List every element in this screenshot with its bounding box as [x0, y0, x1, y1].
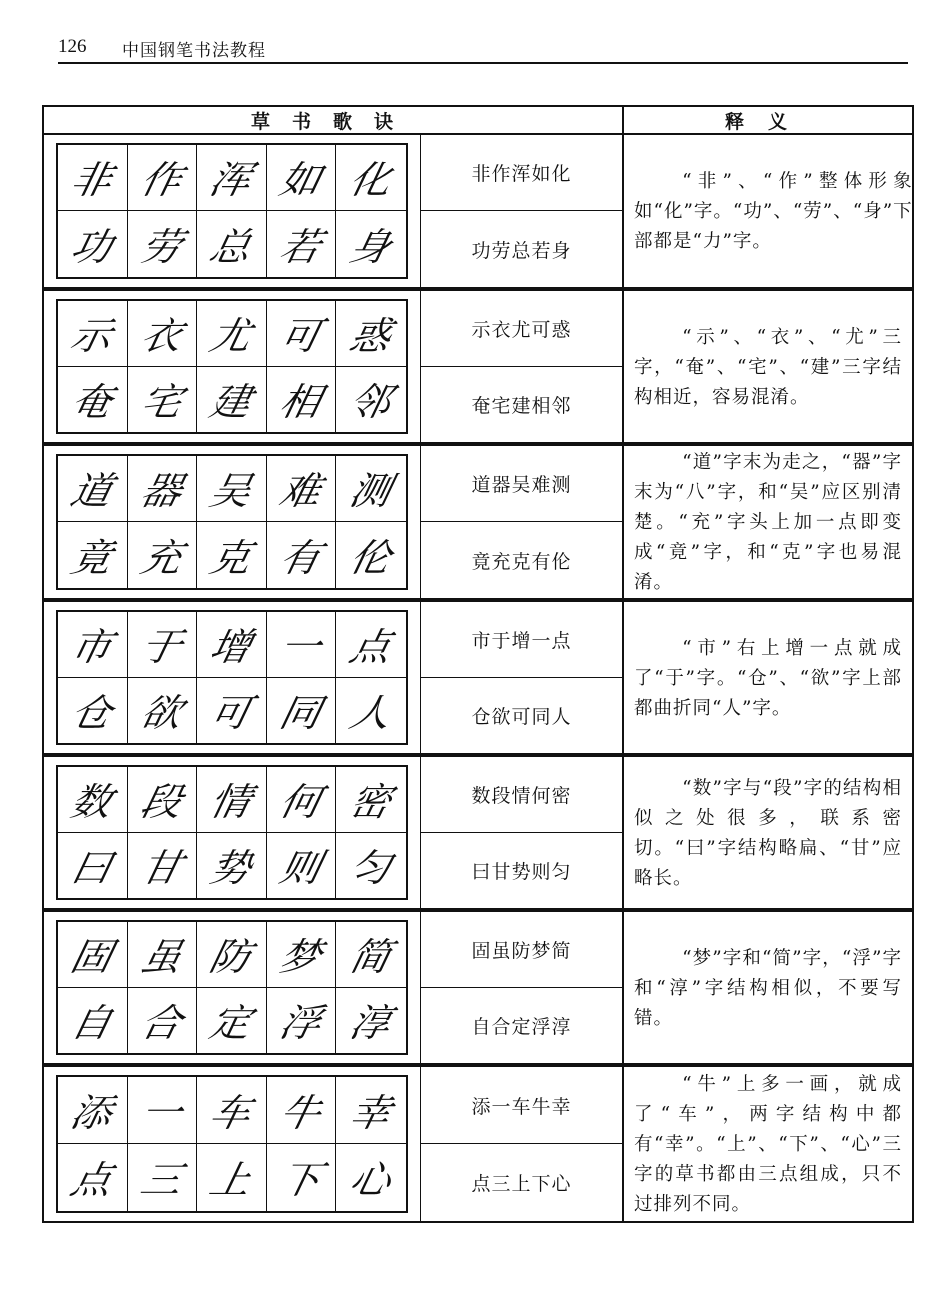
calligraphy-glyph: [197, 145, 267, 211]
calligraphy-glyph: [267, 833, 337, 899]
calligraphy-glyph: [197, 833, 267, 899]
verse-section: [42, 600, 624, 755]
verse-section: [42, 133, 624, 289]
verse-line-1: 数段情何密: [420, 757, 622, 833]
calligraphy-glyph: [267, 988, 337, 1054]
calligraphy-glyph: [197, 456, 267, 522]
calligraphy-glyph: [336, 767, 406, 833]
calligraphy-glyph: [58, 456, 128, 522]
glyph-char: 三: [136, 1158, 186, 1203]
calligraphy-glyph: [336, 145, 406, 211]
glyph-char: 宅: [136, 380, 186, 425]
verse-line-2: 曰甘势则匀: [420, 833, 622, 909]
glyph-char: 尤: [206, 314, 256, 359]
glyph-char: 曰: [66, 846, 117, 891]
calligraphy-glyph: [128, 678, 198, 744]
calligraphy-glyph: [336, 833, 406, 899]
verse-line-1: 非作浑如化: [420, 135, 622, 211]
glyph-char: 惑: [345, 314, 396, 359]
calligraphy-glyph: [128, 922, 198, 988]
calligraphy-glyph: [128, 211, 198, 277]
verse-line-1: 道器吴难测: [420, 446, 622, 522]
calligraphy-glyph: [267, 522, 337, 588]
glyph-char: 添: [66, 1091, 117, 1136]
glyph-char: 虽: [136, 935, 186, 980]
calligraphy-glyph: [197, 678, 267, 744]
glyph-char: 甘: [136, 846, 186, 891]
verse-section: [42, 444, 624, 600]
verse-line-2: 奄宅建相邻: [420, 367, 622, 443]
glyph-char: 可: [206, 691, 256, 736]
glyph-char: 浮: [275, 1001, 326, 1046]
verse-line-2: 竟充克有伦: [420, 522, 622, 598]
calligraphy-glyph: [197, 301, 267, 367]
calligraphy-glyph: [267, 678, 337, 744]
calligraphy-glyph: [267, 612, 337, 678]
calligraphy-glyph: [336, 522, 406, 588]
glyph-char: 人: [345, 691, 396, 736]
glyph-char: 势: [206, 846, 256, 891]
calligraphy-glyph: [267, 367, 337, 433]
calligraphy-glyph: [267, 1144, 337, 1211]
glyph-char: 浑: [206, 158, 256, 203]
glyph-char: 测: [345, 469, 396, 514]
calligraphy-glyph: [197, 1077, 267, 1144]
explanation-text: “牛”上多一画，就成了“车”，两字结构中都有“幸”。“上”、“下”、“心”三字的草书都由三点组成，只不过排列不同。: [634, 1074, 902, 1215]
calligraphy-glyph: [197, 1144, 267, 1211]
glyph-char: 段: [136, 780, 186, 825]
calligraphy-glyph: [267, 145, 337, 211]
glyph-char: 如: [275, 158, 326, 203]
glyph-char: 同: [275, 691, 326, 736]
calligraphy-glyph: [267, 922, 337, 988]
calligraphy-glyph: [267, 301, 337, 367]
glyph-char: 相: [275, 380, 326, 425]
glyph-char: 邻: [345, 380, 396, 425]
calligraphy-grid: [56, 765, 408, 900]
calligraphy-glyph: [58, 988, 128, 1054]
glyph-char: 匀: [345, 846, 396, 891]
calligraphy-glyph: [58, 367, 128, 433]
glyph-char: 定: [206, 1001, 256, 1046]
glyph-char: 奄: [66, 380, 117, 425]
glyph-char: 增: [206, 625, 256, 670]
calligraphy-glyph: [58, 678, 128, 744]
glyph-char: 则: [275, 846, 326, 891]
calligraphy-glyph: [267, 767, 337, 833]
verse-line-1: 固虽防梦简: [420, 912, 622, 988]
glyph-char: 合: [136, 1001, 186, 1046]
calligraphy-glyph: [336, 678, 406, 744]
calligraphy-glyph: [128, 612, 198, 678]
calligraphy-glyph: [58, 833, 128, 899]
calligraphy-glyph: [128, 988, 198, 1054]
glyph-char: 克: [206, 536, 256, 581]
column-header-explanation: 释义: [622, 105, 914, 135]
glyph-char: 建: [206, 380, 256, 425]
verse-line-1: 市于增一点: [420, 602, 622, 678]
explanation-box: [622, 910, 914, 1065]
explanation-box: [622, 1065, 914, 1223]
glyph-char: 车: [206, 1091, 256, 1136]
calligraphy-glyph: [128, 1144, 198, 1211]
glyph-char: 可: [275, 314, 326, 359]
calligraphy-grid: [56, 299, 408, 434]
glyph-char: 市: [66, 625, 117, 670]
glyph-char: 密: [345, 780, 396, 825]
calligraphy-glyph: [58, 922, 128, 988]
explanation-text: “非”、“作”整体形象如“化”字。“功”、“劳”、“身”下部都是“力”字。: [634, 171, 913, 252]
glyph-char: 总: [206, 225, 256, 270]
calligraphy-glyph: [128, 456, 198, 522]
calligraphy-glyph: [197, 767, 267, 833]
calligraphy-glyph: [267, 1077, 337, 1144]
calligraphy-grid: [56, 920, 408, 1055]
verse-line-2: 自合定浮淳: [420, 988, 622, 1064]
glyph-char: 身: [345, 225, 396, 270]
glyph-char: 心: [345, 1158, 396, 1203]
calligraphy-grid: [56, 1075, 408, 1213]
calligraphy-glyph: [336, 1144, 406, 1211]
glyph-char: 化: [345, 158, 396, 203]
glyph-char: 作: [136, 158, 186, 203]
glyph-char: 牛: [275, 1091, 326, 1136]
glyph-char: 简: [345, 935, 396, 980]
calligraphy-glyph: [58, 767, 128, 833]
glyph-char: 幸: [345, 1091, 396, 1136]
page-number: 126: [58, 36, 87, 57]
calligraphy-glyph: [336, 922, 406, 988]
glyph-char: 器: [136, 469, 186, 514]
calligraphy-glyph: [336, 988, 406, 1054]
explanation-box: [622, 289, 914, 444]
calligraphy-glyph: [58, 1144, 128, 1211]
verse-section: [42, 755, 624, 910]
glyph-char: 下: [275, 1158, 326, 1203]
verse-line-1: 添一车牛幸: [420, 1067, 622, 1144]
calligraphy-glyph: [267, 211, 337, 277]
verse-section: [42, 289, 624, 444]
calligraphy-glyph: [336, 612, 406, 678]
glyph-char: 竟: [66, 536, 117, 581]
calligraphy-glyph: [128, 767, 198, 833]
explanation-text: “示”、“衣”、“尤”三字，“奄”、“宅”、“建”三字结构相近，容易混淆。: [634, 326, 902, 408]
calligraphy-glyph: [58, 301, 128, 367]
calligraphy-glyph: [58, 1077, 128, 1144]
calligraphy-glyph: [197, 612, 267, 678]
glyph-char: 示: [66, 314, 117, 359]
glyph-char: 防: [206, 935, 256, 980]
calligraphy-glyph: [58, 612, 128, 678]
calligraphy-glyph: [197, 922, 267, 988]
glyph-char: 自: [66, 1001, 117, 1046]
verse-line-2: 仓欲可同人: [420, 678, 622, 754]
glyph-char: 数: [66, 780, 117, 825]
calligraphy-glyph: [58, 211, 128, 277]
verse-line-2: 功劳总若身: [420, 211, 622, 287]
explanation-box: [622, 444, 914, 600]
glyph-char: 有: [275, 536, 326, 581]
glyph-char: 淳: [345, 1001, 396, 1046]
glyph-char: 情: [206, 780, 256, 825]
explanation-text: “梦”字和“简”字，“浮”字和“淳”字结构相似，不要写错。: [634, 947, 902, 1029]
explanation-box: [622, 755, 914, 910]
calligraphy-glyph: [336, 1077, 406, 1144]
explanation-box: [622, 600, 914, 755]
glyph-char: 衣: [136, 314, 186, 359]
glyph-char: 伦: [345, 536, 396, 581]
glyph-char: 上: [206, 1158, 256, 1203]
calligraphy-glyph: [197, 211, 267, 277]
calligraphy-glyph: [128, 833, 198, 899]
book-title: 中国钢笔书法教程: [122, 41, 266, 61]
verse-section: [42, 1065, 624, 1223]
calligraphy-glyph: [128, 301, 198, 367]
calligraphy-grid: [56, 454, 408, 590]
calligraphy-glyph: [336, 211, 406, 277]
column-header-verse: 草书歌诀: [42, 105, 624, 135]
calligraphy-glyph: [58, 522, 128, 588]
calligraphy-grid: [56, 610, 408, 745]
page-header: [58, 36, 908, 62]
calligraphy-glyph: [336, 456, 406, 522]
glyph-char: 仓: [66, 691, 117, 736]
explanation-box: [622, 133, 914, 289]
verse-line-1: 示衣尤可惑: [420, 291, 622, 367]
glyph-char: 点: [66, 1158, 117, 1203]
glyph-char: 道: [66, 469, 117, 514]
glyph-char: 一: [136, 1091, 186, 1136]
glyph-char: 吴: [206, 469, 256, 514]
glyph-char: 点: [345, 625, 396, 670]
glyph-char: 于: [136, 625, 186, 670]
glyph-char: 非: [66, 158, 117, 203]
explanation-text: “市”右上增一点就成了“于”字。“仓”、“欲”字上部都曲折同“人”字。: [634, 637, 902, 719]
glyph-char: 欲: [136, 691, 186, 736]
verse-section: [42, 910, 624, 1065]
glyph-char: 充: [136, 536, 186, 581]
calligraphy-glyph: [128, 367, 198, 433]
calligraphy-glyph: [58, 145, 128, 211]
calligraphy-glyph: [197, 988, 267, 1054]
glyph-char: 固: [66, 935, 117, 980]
glyph-char: 梦: [275, 935, 326, 980]
calligraphy-glyph: [128, 145, 198, 211]
glyph-char: 一: [275, 625, 326, 670]
header-rule: [58, 62, 908, 64]
explanation-text: “道”字末为走之，“器”字末为“八”字，和“吴”应区别清楚。“充”字头上加一点即变成“竟”字，和“克”字也易混淆。: [634, 452, 902, 593]
calligraphy-glyph: [128, 522, 198, 588]
glyph-char: 何: [275, 780, 326, 825]
glyph-char: 若: [275, 225, 326, 270]
calligraphy-glyph: [336, 301, 406, 367]
calligraphy-glyph: [197, 522, 267, 588]
calligraphy-glyph: [336, 367, 406, 433]
calligraphy-glyph: [128, 1077, 198, 1144]
glyph-char: 劳: [136, 225, 186, 270]
glyph-char: 功: [66, 225, 117, 270]
verse-line-2: 点三上下心: [420, 1144, 622, 1221]
calligraphy-grid: [56, 143, 408, 279]
calligraphy-glyph: [197, 367, 267, 433]
calligraphy-glyph: [267, 456, 337, 522]
explanation-text: “数”字与“段”字的结构相似之处很多，联系密切。“曰”字结构略扁、“甘”应略长。: [634, 777, 902, 889]
glyph-char: 难: [275, 469, 326, 514]
